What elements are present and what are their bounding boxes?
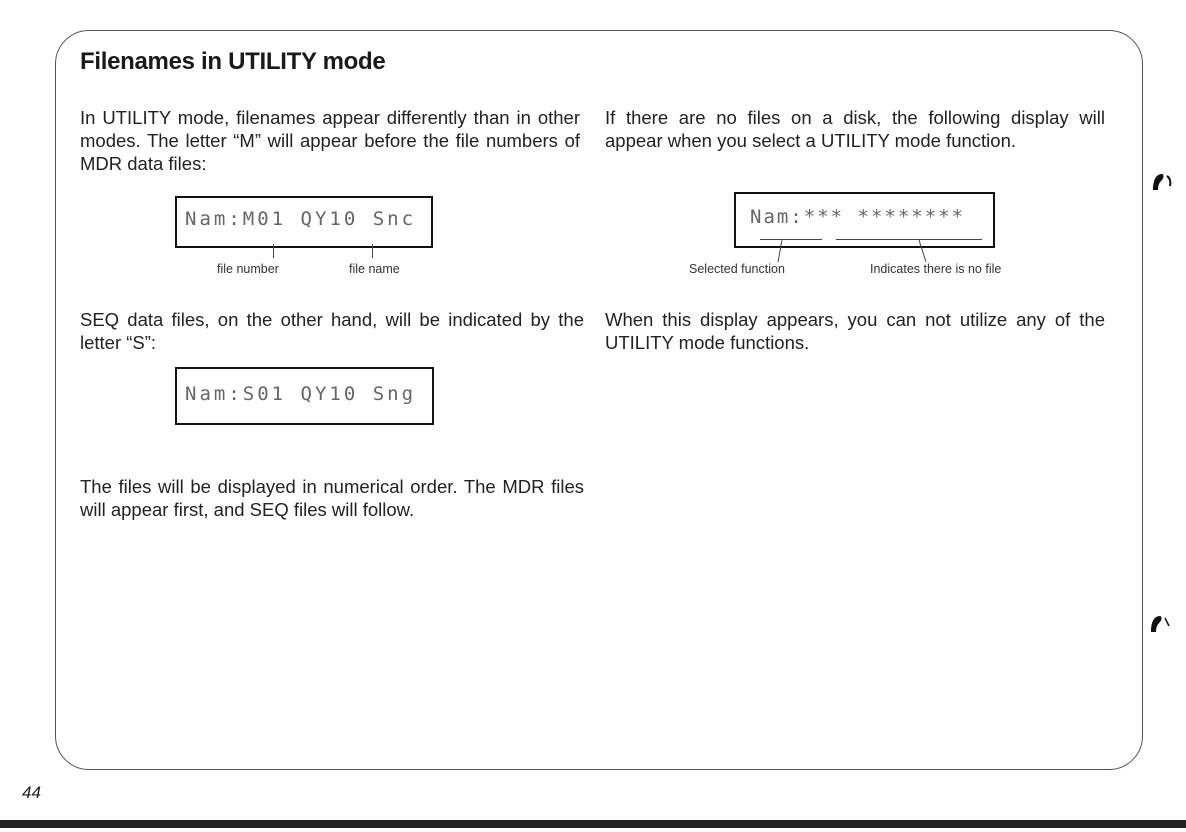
lcd-text-mdr: Nam:M01 QY10 Snc [185,208,417,230]
section-heading: Filenames in UTILITY mode [80,48,386,75]
caption-selected-function: Selected function [689,262,785,276]
thumb-tab-mark-top [1150,170,1174,192]
caption-no-file: Indicates there is no file [870,262,1002,276]
thumb-tab-mark-bottom [1148,612,1172,634]
lcd-text-seq: Nam:S01 QY10 Sng [185,383,417,405]
caption-file-name: file name [349,262,400,276]
caption-file-number: file number [217,262,279,276]
file-number-pointer [273,244,274,258]
bottom-rule [0,820,1186,828]
file-name-pointer [372,244,373,258]
warning-paragraph: When this display appears, you can not utilize any of the UTILITY mode functions. [605,309,1105,353]
order-paragraph: The files will be displayed in numerical order. The MDR files will appear first, and SEQ files will follow. [80,476,584,520]
page-number: 44 [22,783,41,802]
lcd-display-seq [175,367,434,425]
no-files-paragraph: If there are no files on a disk, the following display will appear when you select a UTILITY mode function. [605,107,1105,151]
selected-function-underline [760,239,822,240]
no-file-underline [836,239,982,240]
seq-paragraph: SEQ data files, on the other hand, will be indicated by the letter “S”: [80,309,584,353]
lcd-text-empty: Nam:*** ******** [750,206,966,228]
intro-paragraph: In UTILITY mode, filenames appear differently than in other modes. The letter “M” will appear before the file numbers of MDR data files: [80,107,580,174]
lcd-display-mdr [175,196,433,248]
